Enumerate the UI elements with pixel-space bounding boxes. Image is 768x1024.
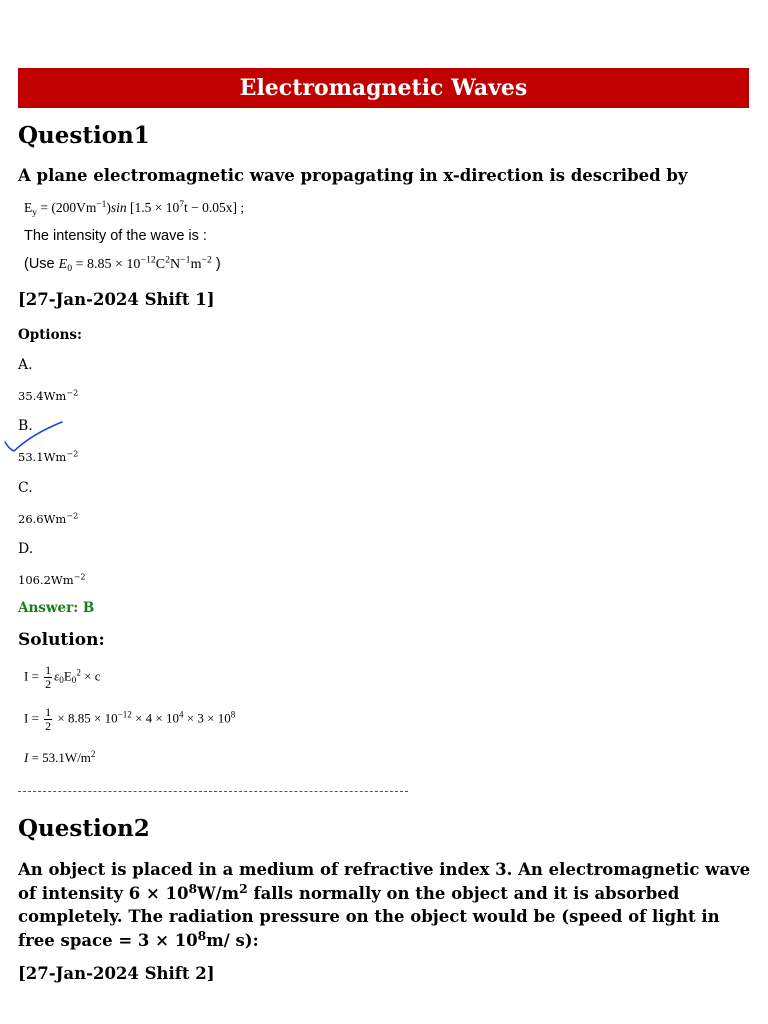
checkmark-icon bbox=[2, 418, 66, 454]
option-d-value: $106.2Wm^{-2}$ bbox=[18, 572, 86, 587]
answer-text: Answer: B bbox=[18, 600, 95, 616]
question1-text: A plane electromagnetic wave propagating in x-direction is described by bbox=[18, 166, 688, 185]
solution-line-2: I = $\frac{1}{2}$ × $8.85 \times 10^{-12} \times 4 \times 10^4 \times 3 \times 10^8$ bbox=[24, 705, 236, 733]
options-label: Options: bbox=[18, 327, 82, 343]
question1-title: Question1 bbox=[18, 122, 150, 149]
option-d-label[interactable]: D. bbox=[18, 541, 34, 557]
option-a-value: $35.4Wm^{-2}$ bbox=[18, 388, 79, 403]
solution-title: Solution: bbox=[18, 630, 105, 650]
question-separator bbox=[18, 791, 408, 792]
solution-line-3: $I = 53.1W/m^2$ bbox=[24, 749, 96, 765]
question2-title: Question2 bbox=[18, 815, 150, 842]
question2-shift: [27-Jan-2024 Shift 2] bbox=[18, 964, 215, 983]
question1-equation: $E_y = (200Vm^{-1})\sin$ $[1.5 \times 10^7t - 0.05x]$ ; bbox=[24, 199, 245, 218]
question1-shift: [27-Jan-2024 Shift 1] bbox=[18, 290, 215, 309]
solution-line-1: I = $\frac{1}{2}$ $\varepsilon_0E_0^2 \times c$ bbox=[24, 663, 101, 691]
option-b-label[interactable]: B. bbox=[18, 418, 33, 434]
question1-intensity-line: The intensity of the wave is : bbox=[24, 228, 207, 244]
page-title-banner: Electromagnetic Waves bbox=[18, 68, 749, 108]
option-a-label[interactable]: A. bbox=[18, 357, 33, 373]
option-b-value: $53.1Wm^{-2}$ bbox=[18, 449, 79, 464]
question1-use-line: (Use $E_0 = 8.85 \times 10^{-12}C^2N^{-1}m^{-2}$ ) bbox=[24, 254, 221, 274]
option-c-label[interactable]: C. bbox=[18, 480, 33, 496]
question2-text: An object is placed in a medium of refractive index 3. An electromagnetic wave of intensity $6 \times 10^8W/m^2$ falls normally on the object and it is absorbed completely. The radiation pressure on the object would be (speed of light in free space = $3 \times 10^8m/$ s): bbox=[18, 860, 751, 950]
option-c-value: $26.6Wm^{-2}$ bbox=[18, 511, 79, 526]
